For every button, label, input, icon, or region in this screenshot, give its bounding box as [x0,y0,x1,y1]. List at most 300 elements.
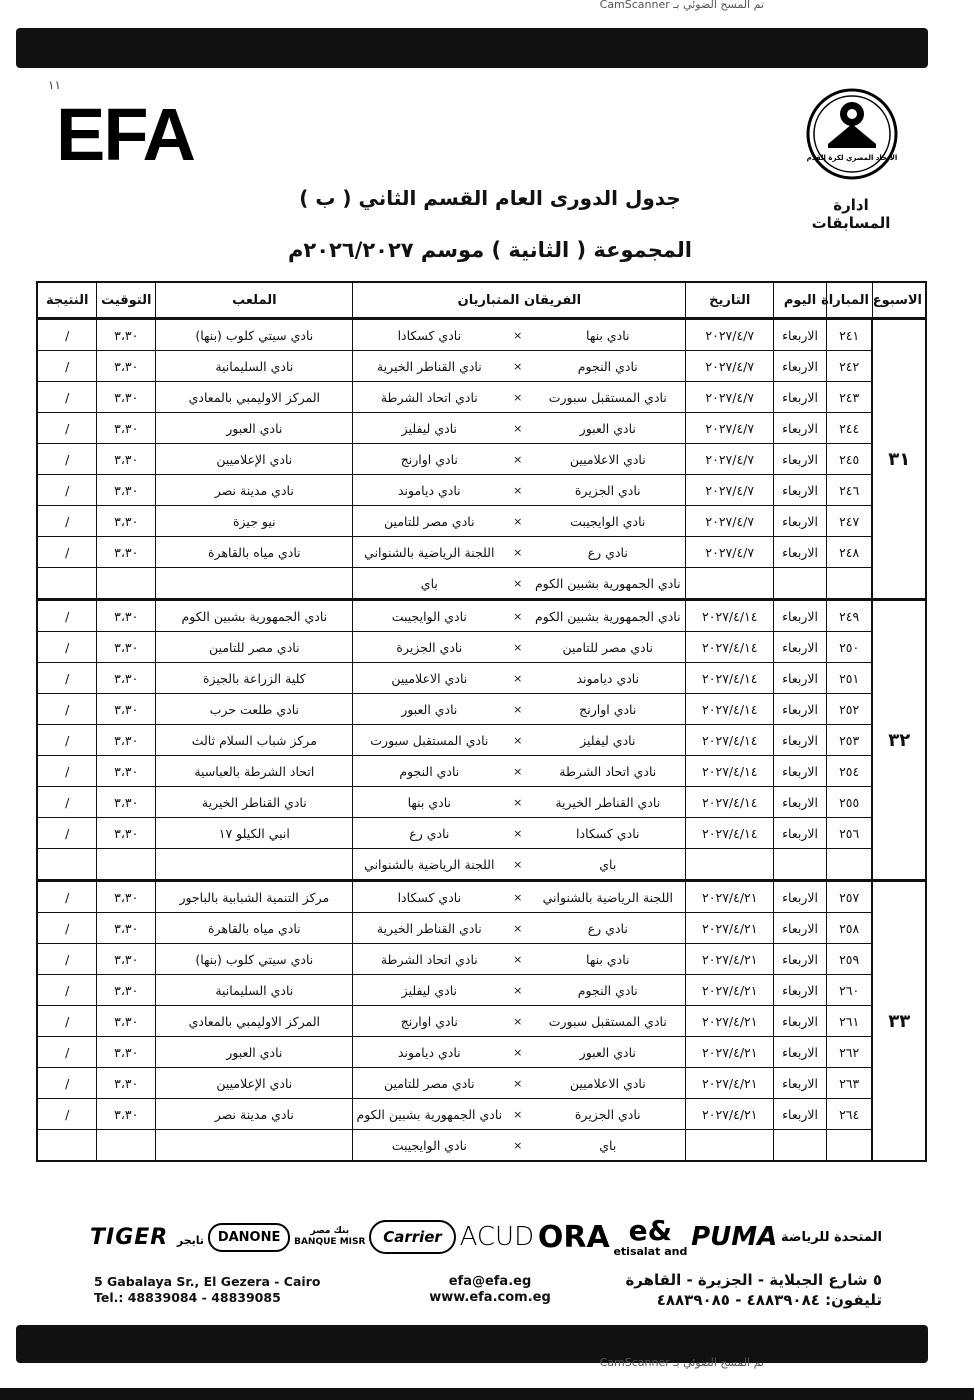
match-number: ٢٥٣ [826,725,872,756]
match-time: ٣،٣٠ [97,475,156,506]
home-team: نادي الجمهورية بشبين الكوم [530,600,685,632]
table-row [37,1006,926,1037]
stadium: نيو جيزة [156,506,353,537]
match-time-empty [97,849,156,881]
match-result: / [37,694,97,725]
table-row [37,444,926,475]
vs-symbol: × [505,913,530,944]
scanner-watermark-bottom: تم المسح الضوئي بـ CamScanner [599,1356,764,1369]
stadium: نادي العبور [156,1037,353,1068]
away-team: نادي دياموند [353,1037,505,1068]
stadium: نادي السليمانية [156,351,353,382]
department-label: ادارة المسابقات [811,196,891,232]
match-day: الاربعاء [774,1006,826,1037]
match-time: ٣،٣٠ [97,756,156,787]
away-team: نادي كسكادا [353,319,505,351]
footer-phone-line: Tel.: 48839084 - 48839085 [94,1290,281,1305]
home-team: نادي بنها [530,944,685,975]
table-row [37,632,926,663]
table-row [37,351,926,382]
match-number: ٢٥٢ [826,694,872,725]
home-team: نادي مصر للتامين [530,632,685,663]
away-team: نادي الاعلاميين [353,663,505,694]
table-row [37,975,926,1006]
header-result: النتيجة [37,282,97,319]
vs-symbol: × [505,632,530,663]
match-day: الاربعاء [774,444,826,475]
match-day-empty [774,568,826,600]
match-result: / [37,632,97,663]
match-time: ٣،٣٠ [97,944,156,975]
vs-symbol: × [505,568,530,600]
match-date: ٢٠٢٧/٤/٧ [686,444,774,475]
match-number: ٢٤٧ [826,506,872,537]
home-team: نادي الجزيرة [530,1099,685,1130]
vs-symbol: × [505,1068,530,1099]
away-team: نادي رع [353,818,505,849]
match-date: ٢٠٢٧/٤/٢١ [686,1099,774,1130]
stadium: نادي الإعلاميين [156,444,353,475]
match-date: ٢٠٢٧/٤/١٤ [686,663,774,694]
match-time: ٣،٣٠ [97,600,156,632]
table-header-row [37,282,926,319]
bye-away: اللجنة الرياضية بالشنواني [353,849,505,881]
match-number-empty [826,1130,872,1162]
match-time: ٣،٣٠ [97,1068,156,1099]
table-row [37,1099,926,1130]
match-date: ٢٠٢٧/٤/١٤ [686,725,774,756]
vs-symbol: × [505,351,530,382]
bye-away: باي [353,568,505,600]
stadium: نادي مياه بالقاهرة [156,913,353,944]
match-number: ٢٥٦ [826,818,872,849]
match-number: ٢٤٢ [826,351,872,382]
match-number: ٢٤٦ [826,475,872,506]
match-result: / [37,319,97,351]
match-date: ٢٠٢٧/٤/٢١ [686,1006,774,1037]
match-time: ٣،٣٠ [97,913,156,944]
match-number: ٢٥٠ [826,632,872,663]
match-number: ٢٦٢ [826,1037,872,1068]
stadium: نادي مدينة نصر [156,475,353,506]
table-row [37,600,926,632]
bye-home: نادي الجمهورية بشبين الكوم [530,568,685,600]
vs-symbol: × [505,975,530,1006]
match-result: / [37,1068,97,1099]
match-date: ٢٠٢٧/٤/٧ [686,351,774,382]
footer-address-ar-line: ٥ شارع الجبلاية - الجزيرة - القاهرة [625,1271,882,1289]
vs-symbol: × [505,944,530,975]
match-time-empty [97,568,156,600]
bye-row [37,849,926,881]
tiger-logo [90,1225,204,1250]
match-date: ٢٠٢٧/٤/١٤ [686,632,774,663]
match-result: / [37,944,97,975]
away-team: اللجنة الرياضية بالشنواني [353,537,505,568]
stadium: نادي مياه بالقاهرة [156,537,353,568]
efa-logo: EFA [56,93,194,176]
stadium: نادي مدينة نصر [156,1099,353,1130]
match-day: الاربعاء [774,725,826,756]
vs-symbol: × [505,475,530,506]
match-day: الاربعاء [774,413,826,444]
match-time: ٣،٣٠ [97,319,156,351]
away-team: نادي النجوم [353,756,505,787]
match-time: ٣،٣٠ [97,725,156,756]
match-result: / [37,725,97,756]
match-date: ٢٠٢٧/٤/٧ [686,319,774,351]
match-number: ٢٤١ [826,319,872,351]
match-date: ٢٠٢٧/٤/٢١ [686,913,774,944]
match-day: الاربعاء [774,382,826,413]
match-result: / [37,756,97,787]
bye-home: باي [530,1130,685,1162]
away-team: نادي ليفليز [353,413,505,444]
stadium: نادي سيتي كلوب (بنها) [156,319,353,351]
banque-misr-en: BANQUE MISR [294,1237,366,1247]
home-team: نادي الوايجيبت [530,506,685,537]
table-row [37,319,926,351]
vs-symbol: × [505,787,530,818]
carrier-logo: Carrier [369,1220,456,1254]
match-number: ٢٥٩ [826,944,872,975]
match-day: الاربعاء [774,881,826,913]
match-time: ٣،٣٠ [97,351,156,382]
match-day: الاربعاء [774,818,826,849]
week-number: ٣٢ [872,600,926,881]
etisalat-mark: e& [628,1213,673,1247]
match-day: الاربعاء [774,632,826,663]
match-result: / [37,413,97,444]
home-team: نادي الجزيرة [530,475,685,506]
home-team: نادي القناطر الخيرية [530,787,685,818]
stadium: انبي الكيلو ١٧ [156,818,353,849]
footer-address-en [94,1274,320,1306]
vs-symbol: × [505,1130,530,1162]
vs-symbol: × [505,818,530,849]
stadium: نادي طلعت حرب [156,694,353,725]
match-time: ٣،٣٠ [97,694,156,725]
vs-symbol: × [505,663,530,694]
home-team: نادي دياموند [530,663,685,694]
match-day: الاربعاء [774,756,826,787]
vs-symbol: × [505,1037,530,1068]
match-date: ٢٠٢٧/٤/١٤ [686,694,774,725]
home-team: نادي العبور [530,413,685,444]
home-team: نادي العبور [530,1037,685,1068]
footer-address-line: 5 Gabalaya Sr., El Gezera - Cairo [94,1274,321,1289]
stadium: كلية الزراعة بالجيزة [156,663,353,694]
match-day-empty [774,1130,826,1162]
match-day: الاربعاء [774,975,826,1006]
week-number: ٣٣ [872,881,926,1162]
united-sports-logo: المتحدة للرياضة [781,1229,882,1245]
match-time: ٣،٣٠ [97,632,156,663]
match-number: ٢٥١ [826,663,872,694]
stadium-empty [156,1130,353,1162]
match-result-empty [37,849,97,881]
match-day: الاربعاء [774,537,826,568]
table-row [37,537,926,568]
footer-email-link[interactable]: efa@efa.eg [448,1274,532,1289]
home-team: نادي النجوم [530,351,685,382]
away-team: نادي مصر للتامين [353,1068,505,1099]
table-row [37,913,926,944]
banque-misr-logo [294,1226,365,1248]
away-team: نادي كسكادا [353,881,505,913]
stadium-empty [156,849,353,881]
stadium: المركز الاوليمبي بالمعادي [156,382,353,413]
match-number: ٢٦٣ [826,1068,872,1099]
match-day: الاربعاء [774,787,826,818]
match-time: ٣،٣٠ [97,663,156,694]
match-result: / [37,382,97,413]
week-number: ٣١ [872,319,926,600]
vs-symbol: × [505,881,530,913]
match-time: ٣،٣٠ [97,975,156,1006]
table-row [37,663,926,694]
match-number-empty [826,849,872,881]
match-time: ٣،٣٠ [97,1006,156,1037]
table-row [37,475,926,506]
match-day: الاربعاء [774,319,826,351]
match-time: ٣،٣٠ [97,413,156,444]
match-result-empty [37,1130,97,1162]
vs-symbol: × [505,319,530,351]
match-day: الاربعاء [774,475,826,506]
home-team: نادي بنها [530,319,685,351]
match-result: / [37,1099,97,1130]
match-day: الاربعاء [774,694,826,725]
header-stadium: الملعب [156,282,353,319]
ora-logo: ORA [537,1219,610,1255]
footer-phone-ar-line: تليفون: ٤٨٨٣٩٠٨٤ - ٤٨٨٣٩٠٨٥ [656,1291,882,1309]
bye-row [37,568,926,600]
home-team: نادي النجوم [530,975,685,1006]
away-team: نادي دياموند [353,475,505,506]
match-result: / [37,506,97,537]
match-time: ٣،٣٠ [97,787,156,818]
match-result: / [37,818,97,849]
stadium: مركز التنمية الشبابية بالباجور [156,881,353,913]
match-number: ٢٤٣ [826,382,872,413]
header-match: المباراة [826,282,872,319]
match-day: الاربعاء [774,351,826,382]
scanner-watermark-top: تم المسح الضوئي بـ CamScanner [599,0,764,11]
table-row [37,725,926,756]
header-week: الاسبوع [872,282,926,319]
match-day: الاربعاء [774,600,826,632]
match-date-empty [686,1130,774,1162]
puma-logo: PUMA [691,1222,778,1252]
home-team: نادي ليفليز [530,725,685,756]
table-row [37,694,926,725]
home-team: نادي المستقبل سبورت [530,382,685,413]
table-row [37,787,926,818]
match-date: ٢٠٢٧/٤/١٤ [686,787,774,818]
efa-crest-icon [806,88,898,180]
home-team: نادي رع [530,537,685,568]
home-team: نادي اوارنج [530,694,685,725]
away-team: نادي اتحاد الشرطة [353,944,505,975]
match-number: ٢٦٤ [826,1099,872,1130]
away-team: نادي الجمهورية بشبين الكوم [353,1099,505,1130]
away-team: نادي ليفليز [353,975,505,1006]
sponsor-strip [90,1210,882,1264]
vs-symbol: × [505,382,530,413]
match-result: / [37,787,97,818]
match-day: الاربعاء [774,944,826,975]
vs-symbol: × [505,506,530,537]
danone-logo: DANONE [208,1223,291,1252]
vs-symbol: × [505,413,530,444]
match-result: / [37,537,97,568]
etisalat-sub: etisalat and [613,1245,688,1259]
footer-website-link[interactable]: www.efa.com.eg [429,1290,551,1305]
table-row [37,818,926,849]
match-day: الاربعاء [774,1068,826,1099]
header-day: اليوم [774,282,826,319]
stadium: نادي الإعلاميين [156,1068,353,1099]
corner-mark: ١١ [48,78,61,92]
match-date: ٢٠٢٧/٤/٧ [686,475,774,506]
match-result-empty [37,568,97,600]
match-result: / [37,351,97,382]
match-time: ٣،٣٠ [97,1099,156,1130]
match-date: ٢٠٢٧/٤/٢١ [686,975,774,1006]
match-time: ٣،٣٠ [97,1037,156,1068]
home-team: نادي المستقبل سبورت [530,1006,685,1037]
etisalat-logo [613,1213,688,1259]
week-group [37,881,926,1162]
match-date-empty [686,849,774,881]
stadium: نادي الجمهورية بشبين الكوم [156,600,353,632]
match-number: ٢٦٠ [826,975,872,1006]
match-number-empty [826,568,872,600]
home-team: اللجنة الرياضية بالشنواني [530,881,685,913]
away-team: نادي اوارنج [353,1006,505,1037]
page-subtitle: المجموعة ( الثانية ) موسم ٢٠٢٦/٢٠٢٧م [287,238,693,262]
match-number: ٢٥٥ [826,787,872,818]
page-title: جدول الدورى العام القسم الثاني ( ب ) [299,186,681,210]
header-teams: الفريقان المتباريان [353,282,686,319]
stadium: اتحاد الشرطة بالعباسية [156,756,353,787]
home-team: نادي الاعلاميين [530,1068,685,1099]
match-date: ٢٠٢٧/٤/٧ [686,537,774,568]
next-page-edge-bar [0,1388,974,1400]
bye-row [37,1130,926,1162]
match-date: ٢٠٢٧/٤/١٤ [686,600,774,632]
table-row [37,881,926,913]
match-result: / [37,975,97,1006]
match-time: ٣،٣٠ [97,506,156,537]
match-result: / [37,600,97,632]
footer-address-ar [620,1270,882,1310]
match-result: / [37,663,97,694]
match-number: ٢٥٨ [826,913,872,944]
match-result: / [37,913,97,944]
schedule-table [36,281,927,1162]
match-time: ٣،٣٠ [97,537,156,568]
home-team: نادي رع [530,913,685,944]
match-date: ٢٠٢٧/٤/٧ [686,382,774,413]
stadium: نادي سيتي كلوب (بنها) [156,944,353,975]
home-team: نادي اتحاد الشرطة [530,756,685,787]
match-day: الاربعاء [774,663,826,694]
match-date: ٢٠٢٧/٤/٢١ [686,944,774,975]
match-day-empty [774,849,826,881]
match-date: ٢٠٢٧/٤/١٤ [686,818,774,849]
header-time: التوقيت [97,282,156,319]
table-row [37,1037,926,1068]
week-group [37,600,926,881]
match-number: ٢٦١ [826,1006,872,1037]
away-team: نادي القناطر الخيرية [353,351,505,382]
acud-logo: ACUD [459,1222,535,1252]
match-date: ٢٠٢٧/٤/٢١ [686,1068,774,1099]
table-row [37,756,926,787]
stadium: نادي العبور [156,413,353,444]
match-number: ٢٤٨ [826,537,872,568]
header-black-bar [16,28,928,68]
match-time: ٣،٣٠ [97,881,156,913]
away-team: نادي اتحاد الشرطة [353,382,505,413]
vs-symbol: × [505,444,530,475]
vs-symbol: × [505,537,530,568]
vs-symbol: × [505,1099,530,1130]
match-number: ٢٤٥ [826,444,872,475]
footer-contact [410,1274,570,1306]
match-time: ٣،٣٠ [97,818,156,849]
bye-away: نادي الوايجيبت [353,1130,505,1162]
home-team: نادي كسكادا [530,818,685,849]
away-team: نادي الجزيرة [353,632,505,663]
match-day: الاربعاء [774,506,826,537]
header-date: التاريخ [686,282,774,319]
vs-symbol: × [505,1006,530,1037]
match-date: ٢٠٢٧/٤/١٤ [686,756,774,787]
match-result: / [37,1037,97,1068]
match-day: الاربعاء [774,913,826,944]
vs-symbol: × [505,694,530,725]
table-row [37,382,926,413]
away-team: نادي بنها [353,787,505,818]
match-number: ٢٥٧ [826,881,872,913]
tiger-logo-text: TIGER [90,1224,169,1250]
match-number: ٢٤٩ [826,600,872,632]
match-time: ٣،٣٠ [97,382,156,413]
match-date: ٢٠٢٧/٤/٢١ [686,881,774,913]
match-number: ٢٥٤ [826,756,872,787]
table-row [37,944,926,975]
crest-text: الاتحاد المصري لكرة القدم [806,154,898,162]
tiger-logo-ar: تايجر [176,1233,205,1247]
match-result: / [37,444,97,475]
vs-symbol: × [505,756,530,787]
away-team: نادي العبور [353,694,505,725]
vs-symbol: × [505,849,530,881]
match-result: / [37,1006,97,1037]
match-date: ٢٠٢٧/٤/٧ [686,413,774,444]
table-row [37,506,926,537]
banque-misr-ar: بنك مصر [310,1226,350,1237]
match-date: ٢٠٢٧/٤/٢١ [686,1037,774,1068]
week-group [37,319,926,600]
match-date: ٢٠٢٧/٤/٧ [686,506,774,537]
away-team: نادي القناطر الخيرية [353,913,505,944]
match-number: ٢٤٤ [826,413,872,444]
stadium-empty [156,568,353,600]
